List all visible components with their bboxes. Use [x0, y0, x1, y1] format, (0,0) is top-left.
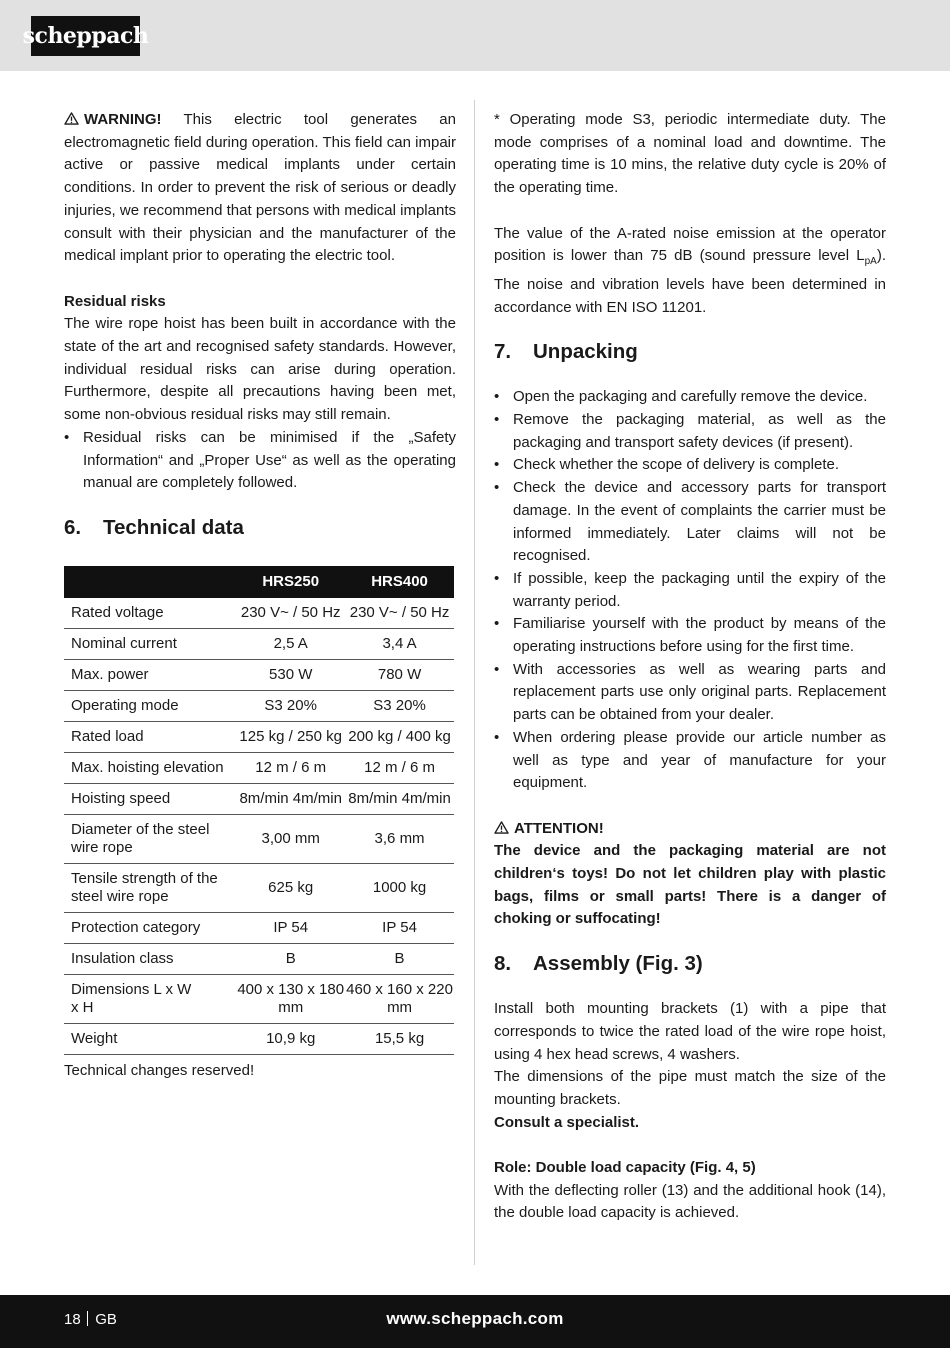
page-header — [0, 0, 950, 71]
list-item: • Remove the packaging material, as well as the packaging and transport safety devices (if present). — [494, 409, 886, 454]
hrs250-value: 125 kg / 250 kg — [236, 721, 345, 752]
website-url: www.scheppach.com — [386, 1309, 564, 1328]
hrs250-value: 2,5 A — [236, 628, 345, 659]
table-header-cell: HRS400 — [345, 566, 454, 598]
warning-triangle-icon — [494, 821, 509, 834]
hrs400-value: 3,6 mm — [345, 814, 454, 863]
hrs400-value: 12 m / 6 m — [345, 752, 454, 783]
right-column — [494, 109, 886, 1225]
table-row — [64, 814, 454, 863]
unpacking-list — [494, 386, 886, 795]
table-header-row — [64, 566, 454, 598]
warning-triangle-icon — [64, 112, 79, 125]
hrs400-value: 200 kg / 400 kg — [345, 721, 454, 752]
table-row — [64, 974, 454, 1023]
attention-label: ATTENTION! — [494, 818, 886, 841]
operating-mode-note: * Operating mode S3, periodic intermediate duty. The mode comprises of a nominal load and downtime. The operating time is 10 mins, the relative duty cycle is 20% of the operating time. — [494, 111, 886, 197]
warning-paragraph — [64, 109, 456, 268]
table-row — [64, 598, 454, 629]
warning-label: WARNING! — [84, 111, 162, 128]
hrs250-value: 400 x 130 x 180 mm — [236, 974, 345, 1023]
page-footer — [0, 1295, 950, 1348]
hrs400-value: 8m/min 4m/min — [345, 783, 454, 814]
section-6-heading: 6. Technical data — [64, 515, 244, 539]
section-7-heading: 7. Unpacking — [494, 340, 638, 364]
hrs400-value: 780 W — [345, 659, 454, 690]
hrs400-value: 1000 kg — [345, 863, 454, 912]
list-item: • Check whether the scope of delivery is complete. — [494, 454, 886, 477]
hrs250-value: 10,9 kg — [236, 1023, 345, 1054]
residual-risks-text: The wire rope hoist has been built in accordance with the state of the art and recognised safety standards. However, individual residual risks can arise during operation. Furthermore, despite all precautions having been met, some non-obvious residual risks may still remain. — [64, 315, 456, 424]
consult-specialist: Consult a specialist. — [494, 1113, 640, 1131]
hrs400-value: 230 V~ / 50 Hz — [345, 598, 454, 629]
hrs400-value: B — [345, 943, 454, 974]
technical-data-table — [64, 566, 454, 1055]
section-8-heading: 8. Assembly (Fig. 3) — [494, 952, 703, 976]
assembly-pipe-text: The dimensions of the pipe must match the size of the mounting brackets. — [494, 1068, 886, 1108]
row-label: Max. power — [64, 659, 236, 690]
row-label: Max. hoisting elevation — [64, 752, 236, 783]
row-label: Tensile strength of the steel wire rope — [64, 863, 236, 912]
hrs250-value: 625 kg — [236, 863, 345, 912]
hrs250-value: S3 20% — [236, 690, 345, 721]
list-item: • Check the device and accessory parts for transport damage. In the event of complaints the carrier must be informed immediately. Later claims will not be recognised. — [494, 477, 886, 568]
list-item: • Familiarise yourself with the product by means of the operating instructions before using for the first time. — [494, 613, 886, 658]
table-row — [64, 783, 454, 814]
hrs250-value: IP 54 — [236, 912, 345, 943]
list-item: • If possible, keep the packaging until the expiry of the warranty period. — [494, 568, 886, 613]
technical-changes-note: Technical changes reserved! — [64, 1061, 255, 1079]
hrs250-value: 12 m / 6 m — [236, 752, 345, 783]
hrs400-value: S3 20% — [345, 690, 454, 721]
list-item: • Residual risks can be minimised if the „Safety Information“ and „Proper Use“ as well as the operating manual are completely followed. — [64, 427, 456, 495]
table-row — [64, 1023, 454, 1054]
hrs250-value: 530 W — [236, 659, 345, 690]
row-label: Protection category — [64, 912, 236, 943]
residual-risks-list — [64, 427, 456, 495]
warning-text: This electric tool generates an electromagnetic field during operation. This field can impair active or passive medical implants under certain conditions. In order to prevent the risk of serious or deadly injuries, we recommend that persons with medical implants consult with their physician and the manufacturer of the medical implant prior to operating the electric tool. — [64, 111, 456, 265]
hrs400-value: 15,5 kg — [345, 1023, 454, 1054]
table-row — [64, 628, 454, 659]
hrs400-value: 460 x 160 x 220 mm — [345, 974, 454, 1023]
table-row — [64, 659, 454, 690]
row-label: Insulation class — [64, 943, 236, 974]
table-row — [64, 912, 454, 943]
hrs250-value: B — [236, 943, 345, 974]
table-row — [64, 690, 454, 721]
attention-text: The device and the packaging material are not children‘s toys! Do not let children play with plastic bags, films or small parts! There is a danger of choking or suffocating! — [494, 842, 886, 928]
noise-paragraph: The value of the A-rated noise emission at the operator position is lower than 75 dB (sound pressure level $L_{pA}$). The noise and vibration levels have been determined in accordance with EN ISO 11201. — [494, 224, 886, 316]
table-row — [64, 721, 454, 752]
page-number: 18 GB — [64, 1311, 117, 1328]
hrs250-value: 230 V~ / 50 Hz — [236, 598, 345, 629]
row-label: Rated voltage — [64, 598, 236, 629]
hrs400-value: 3,4 A — [345, 628, 454, 659]
assembly-text: Install both mounting brackets (1) with a pipe that corresponds to twice the rated load of the wire rope hoist, using 4 hex head screws, 4 washers. — [494, 1000, 886, 1063]
hrs250-value: 8m/min 4m/min — [236, 783, 345, 814]
column-divider — [474, 100, 475, 1265]
row-label: Hoisting speed — [64, 783, 236, 814]
row-label: Nominal current — [64, 628, 236, 659]
table-header-cell — [64, 566, 236, 598]
row-label: Rated load — [64, 721, 236, 752]
row-label: Weight — [64, 1023, 236, 1054]
list-item: • When ordering please provide our article number as well as type and year of manufacture for your equipment. — [494, 727, 886, 795]
row-label: Diameter of the steel wire rope — [64, 814, 236, 863]
hrs400-value: IP 54 — [345, 912, 454, 943]
list-item: • Open the packaging and carefully remove the device. — [494, 386, 886, 409]
table-header-cell: HRS250 — [236, 566, 345, 598]
residual-risks-heading: Residual risks — [64, 292, 166, 310]
table-row — [64, 943, 454, 974]
row-label: Operating mode — [64, 690, 236, 721]
table-row — [64, 752, 454, 783]
role-heading: Role: Double load capacity (Fig. 4, 5) — [494, 1159, 756, 1177]
left-column — [64, 109, 456, 1083]
role-text: With the deflecting roller (13) and the additional hook (14), the double load capacity is achieved. — [494, 1181, 886, 1222]
row-label: Dimensions L x W x H — [64, 974, 236, 1023]
list-item: • With accessories as well as wearing parts and replacement parts use only original parts. Replacement parts can be obtained from your dealer. — [494, 659, 886, 727]
scheppach-logo: scheppach — [31, 16, 140, 56]
table-row — [64, 863, 454, 912]
hrs250-value: 3,00 mm — [236, 814, 345, 863]
